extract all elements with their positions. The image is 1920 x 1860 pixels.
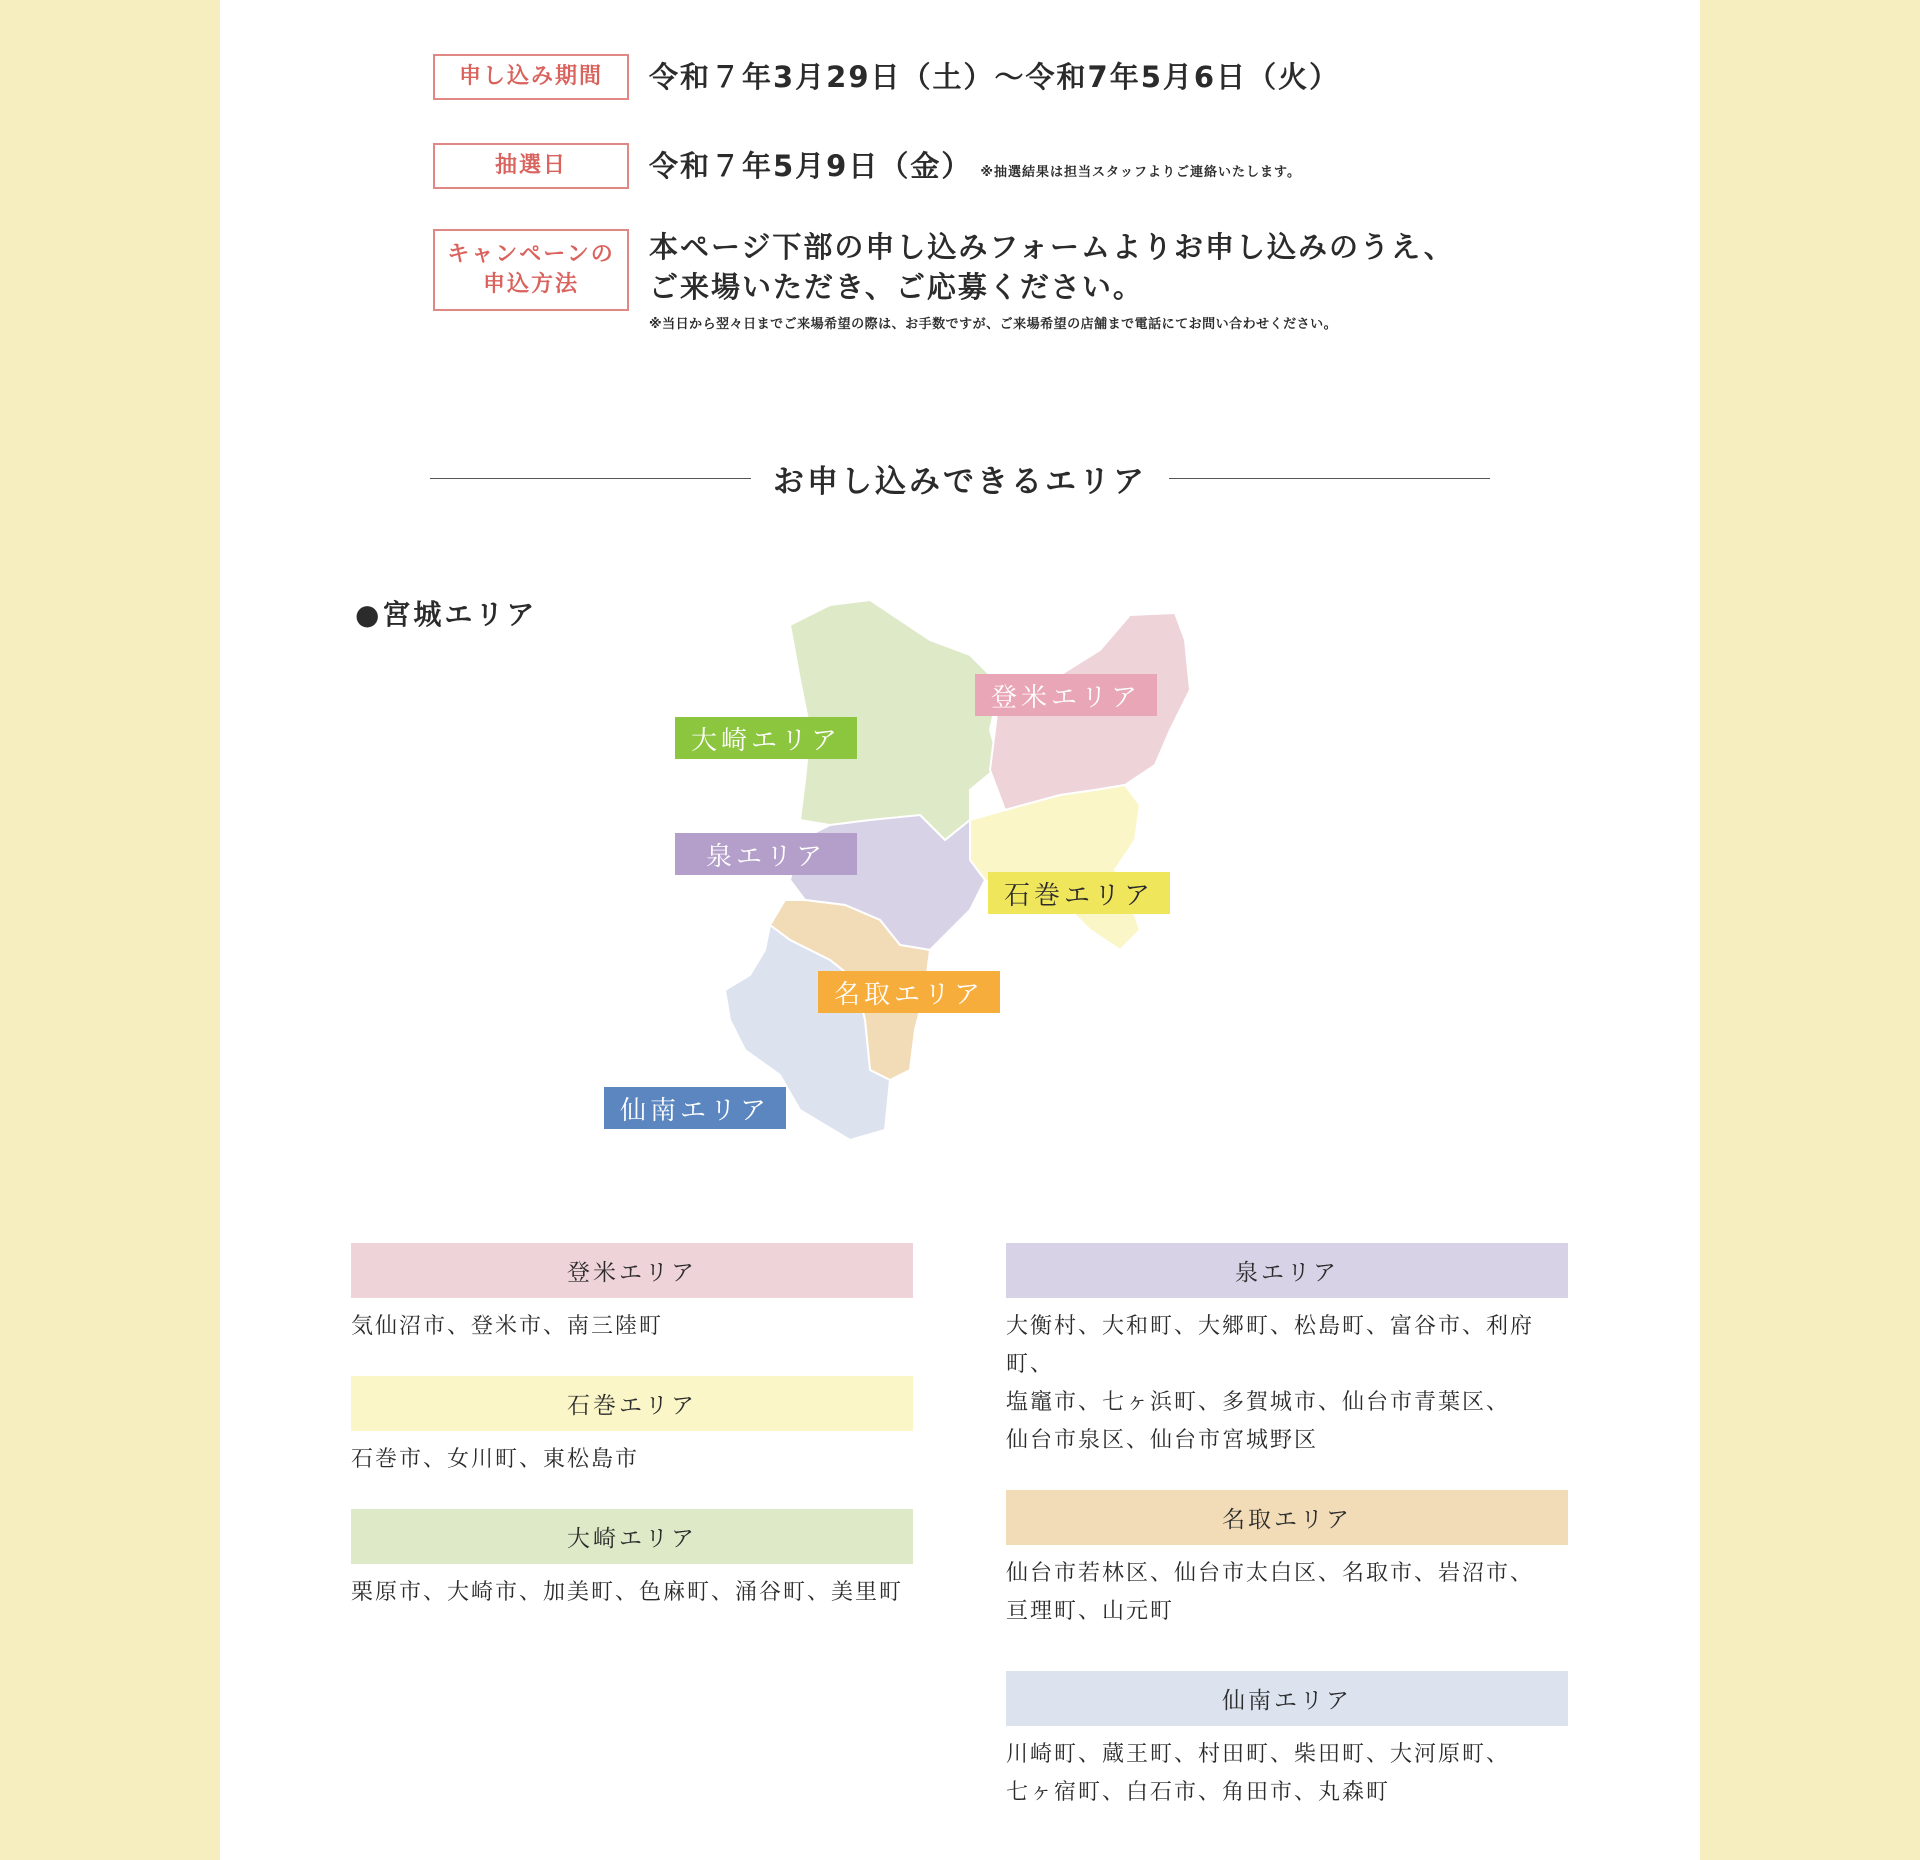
area-head-tome: 登米エリア xyxy=(351,1243,913,1298)
miyagi-map xyxy=(619,580,1290,1160)
period-label: 申し込み期間 xyxy=(433,54,629,100)
area-towns-osaki: 栗原市、大崎市、加美町、色麻町、涌谷町、美里町 xyxy=(351,1580,904,1605)
area-section-title xyxy=(430,448,1490,508)
title-rule-right xyxy=(1169,478,1490,479)
area-head-osaki: 大崎エリア xyxy=(351,1509,913,1564)
area-head-natori: 名取エリア xyxy=(1006,1490,1568,1545)
lottery-note: ※抽選結果は担当スタッフよりご連絡いたします。 xyxy=(980,165,1301,180)
map-tag-sennan: 仙南エリア xyxy=(604,1087,786,1129)
method-label-line2: 申込方法 xyxy=(482,272,579,297)
area-block-natori xyxy=(1006,1490,1568,1631)
area-list-left xyxy=(351,1243,913,1642)
area-block-ishinomaki xyxy=(351,1376,913,1479)
area-towns-izumi: 大衡村、大和町、大郷町、松島町、富谷市、利府町、 塩竈市、七ヶ浜町、多賀城市、仙台市青葉区、 仙台市泉区、仙台市宮城野区 xyxy=(1006,1314,1535,1453)
map-tag-osaki: 大崎エリア xyxy=(675,717,857,759)
method-note: ※当日から翌々日までご来場希望の際は、お手数ですが、ご来場希望の店舗まで電話にてお問い合わせください。 xyxy=(649,317,1338,332)
lottery-label: 抽選日 xyxy=(433,143,629,189)
map-tag-natori: 名取エリア xyxy=(818,971,1000,1013)
miyagi-label: ●宮城エリア xyxy=(355,598,538,631)
area-towns-sennan: 川崎町、蔵王町、村田町、柴田町、大河原町、 七ヶ宿町、白石市、角田市、丸森町 xyxy=(1006,1742,1511,1805)
area-list-right xyxy=(1006,1243,1568,1842)
content-panel xyxy=(220,0,1700,1860)
title-rule-left xyxy=(430,478,751,479)
area-block-sennan xyxy=(1006,1671,1568,1812)
method-row xyxy=(433,229,1455,333)
method-label-line1: キャンペーンの xyxy=(447,242,615,268)
method-label xyxy=(433,229,629,311)
method-value-line2: ご来場いただき、ご応募ください。 xyxy=(649,270,1144,304)
area-head-sennan: 仙南エリア xyxy=(1006,1671,1568,1726)
lottery-value-wrap xyxy=(649,143,1301,196)
area-towns-natori: 仙台市若林区、仙台市太白区、名取市、岩沼市、 亘理町、山元町 xyxy=(1006,1561,1535,1624)
area-head-izumi: 泉エリア xyxy=(1006,1243,1568,1298)
area-towns-tome: 気仙沼市、登米市、南三陸町 xyxy=(351,1314,664,1339)
map-tag-tome: 登米エリア xyxy=(975,674,1157,716)
ishinomaki-region-shape xyxy=(970,785,1140,950)
period-row xyxy=(433,54,1340,100)
period-value: 令和７年3月29日（土）～令和7年5月6日（火） xyxy=(649,60,1341,94)
method-value-line1: 本ページ下部の申し込みフォームよりお申し込みのうえ、 xyxy=(649,230,1455,264)
area-block-izumi xyxy=(1006,1243,1568,1460)
lottery-row xyxy=(433,143,1301,196)
map-tag-izumi: 泉エリア xyxy=(675,833,857,875)
area-head-ishinomaki: 石巻エリア xyxy=(351,1376,913,1431)
lottery-value: 令和７年5月9日（金） xyxy=(649,149,973,183)
map-tag-ishinomaki: 石巻エリア xyxy=(988,872,1170,914)
area-block-osaki xyxy=(351,1509,913,1612)
area-section-title-text: お申し込みできるエリア xyxy=(773,463,1147,500)
area-block-tome xyxy=(351,1243,913,1346)
area-towns-ishinomaki: 石巻市、女川町、東松島市 xyxy=(351,1447,640,1472)
method-value xyxy=(649,227,1455,333)
